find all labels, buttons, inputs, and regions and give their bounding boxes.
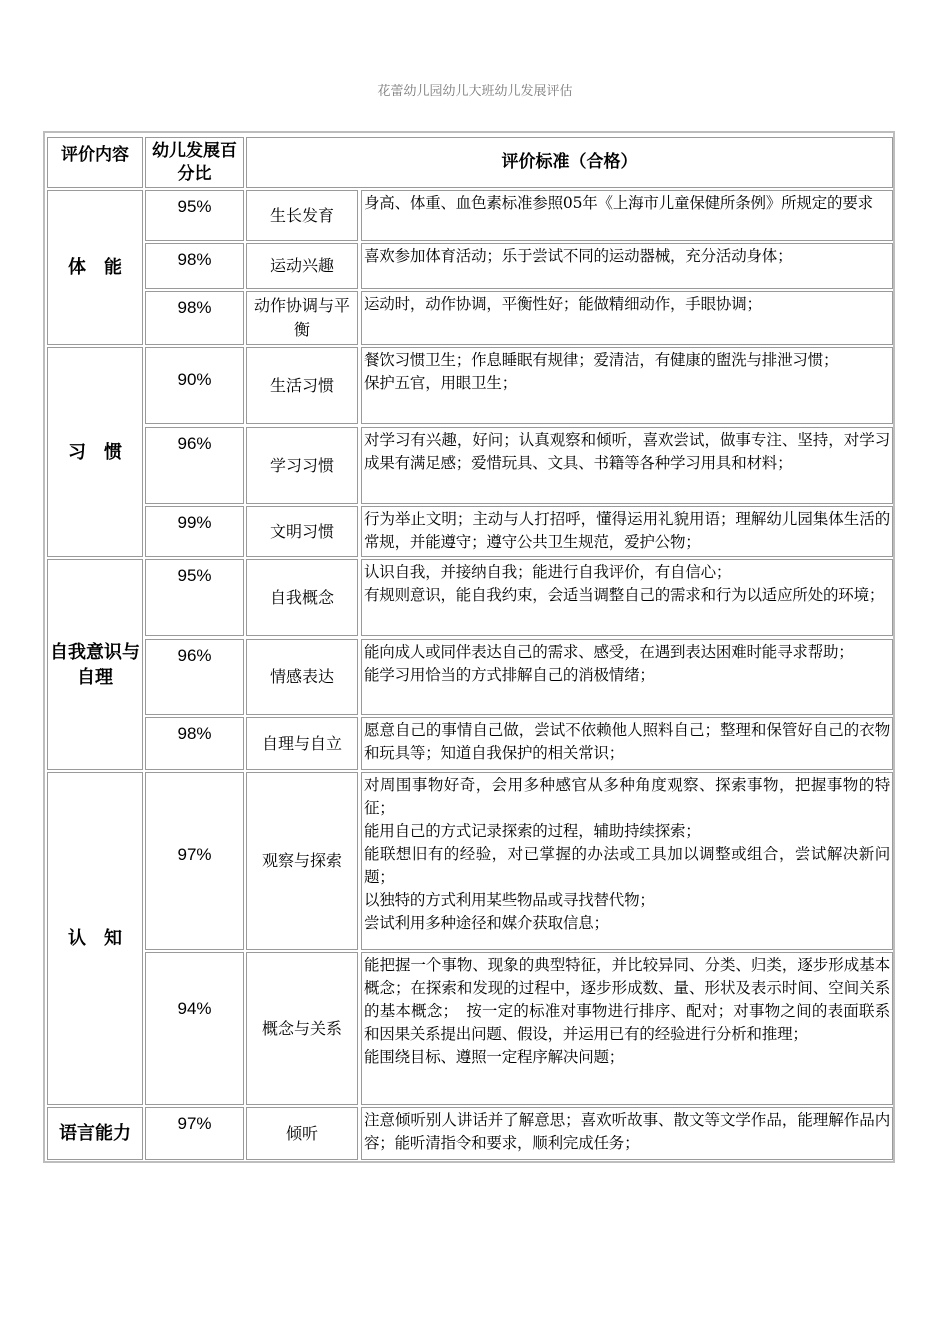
standard-text: [361, 952, 893, 1105]
sub-item-label: 生长发育: [246, 190, 358, 241]
standard-text: [361, 190, 893, 241]
standard-line: 能联想旧有的经验，对已掌握的办法或工具加以调整或组合，尝试解决新问题；: [364, 845, 890, 886]
standard-line: 能向成人或同伴表达自己的需求、感受，在遇到表达困难时能寻求帮助；: [364, 643, 854, 661]
category-label: 体 能: [47, 190, 143, 345]
standard-text: [361, 559, 893, 636]
percent-value: 97%: [145, 772, 244, 950]
category-label: 认 知: [47, 772, 143, 1105]
standard-text: [361, 291, 893, 345]
percent-value: 95%: [145, 190, 244, 241]
sub-item-label: 自我概念: [246, 559, 358, 636]
sub-item-label: 倾听: [246, 1107, 358, 1160]
percent-value: 90%: [145, 347, 244, 424]
evaluation-table: [43, 131, 895, 1163]
sub-item-label: 自理与自立: [246, 717, 358, 770]
header-standard: 评价标准（合格）: [246, 137, 893, 188]
standard-line: 能围绕目标、遵照一定程序解决问题；: [364, 1048, 625, 1066]
standard-text: [361, 243, 893, 289]
category-label: 习 惯: [47, 347, 143, 557]
standard-line: 身高、体重、血色素标准参照05年《上海市儿童保健所条例》所规定的要求: [364, 194, 873, 212]
standard-line: 喜欢参加体育活动；乐于尝试不同的运动器械，充分活动身体；: [364, 247, 793, 265]
sub-item-label: 生活习惯: [246, 347, 358, 424]
sub-item-label: 文明习惯: [246, 506, 358, 557]
standard-line: 运动时，动作协调，平衡性好；能做精细动作，手眼协调；: [364, 295, 762, 313]
standard-line: 能把握一个事物、现象的典型特征，并比较异同、分类、归类，逐步形成基本概念；在探索和发现的过程中，逐步形成数、量、形状及表示时间、空间关系的基本概念； 按一定的标准对事物进行排序、配对；对事物之间的表面联系和因果关系提出问题、假设，并运用已有的经验进行分析和推理；: [364, 956, 890, 1043]
percent-value: 99%: [145, 506, 244, 557]
sub-item-label: 情感表达: [246, 639, 358, 715]
document-title: 花蕾幼儿园幼儿大班幼儿发展评估: [377, 84, 573, 99]
category-label: 语言能力: [47, 1107, 143, 1160]
standard-line: 注意倾听别人讲话并了解意思；喜欢听故事、散文等文学作品，能理解作品内容；能听清指令和要求，顺利完成任务；: [364, 1111, 890, 1152]
standard-text: [361, 717, 893, 770]
standard-line: 有规则意识，能自我约束，会适当调整自己的需求和行为以适应所处的环境；: [364, 586, 885, 604]
category-label: 自我意识与自理: [47, 559, 143, 770]
percent-value: 96%: [145, 427, 244, 504]
standard-line: 以独特的方式利用某些物品或寻找替代物；: [364, 891, 655, 909]
percent-value: 96%: [145, 639, 244, 715]
percent-value: 98%: [145, 717, 244, 770]
standard-line: 餐饮习惯卫生；作息睡眠有规律；爱清洁，有健康的盥洗与排泄习惯；: [364, 351, 839, 369]
standard-line: 行为举止文明；主动与人打招呼，懂得运用礼貌用语；理解幼儿园集体生活的常规，并能遵守；遵守公共卫生规范，爱护公物；: [364, 510, 890, 551]
standard-text: [361, 639, 893, 715]
standard-line: 保护五官，用眼卫生；: [364, 374, 518, 392]
standard-line: 愿意自己的事情自己做，尝试不依赖他人照料自己；整理和保管好自己的衣物和玩具等；知道自我保护的相关常识；: [364, 721, 890, 762]
standard-line: 能学习用恰当的方式排解自己的消极情绪；: [364, 666, 655, 684]
percent-value: 98%: [145, 243, 244, 289]
percent-value: 95%: [145, 559, 244, 636]
standard-line: 对周围事物好奇，会用多种感官从多种角度观察、探索事物，把握事物的特征；: [364, 776, 890, 817]
standard-line: 认识自我，并接纳自我；能进行自我评价，有自信心；: [364, 563, 732, 581]
percent-value: 94%: [145, 952, 244, 1105]
sub-item-label: 观察与探索: [246, 772, 358, 950]
standard-text: [361, 427, 893, 504]
standard-text: [361, 772, 893, 950]
standard-text: [361, 506, 893, 557]
standard-line: 能用自己的方式记录探索的过程，辅助持续探索；: [364, 822, 701, 840]
sub-item-label: 学习习惯: [246, 427, 358, 504]
sub-item-label: 动作协调与平衡: [246, 291, 358, 345]
standard-text: [361, 1107, 893, 1160]
sub-item-label: 运动兴趣: [246, 243, 358, 289]
percent-value: 97%: [145, 1107, 244, 1160]
header-percent: 幼儿发展百分比: [145, 137, 244, 188]
percent-value: 98%: [145, 291, 244, 345]
standard-line: 对学习有兴趣，好问；认真观察和倾听，喜欢尝试，做事专注、坚持，对学习成果有满足感；爱惜玩具、文具、书籍等各种学习用具和材料；: [364, 431, 890, 472]
sub-item-label: 概念与关系: [246, 952, 358, 1105]
standard-text: [361, 347, 893, 424]
standard-line: 尝试利用多种途径和媒介获取信息；: [364, 914, 609, 932]
header-content: 评价内容: [47, 137, 143, 188]
